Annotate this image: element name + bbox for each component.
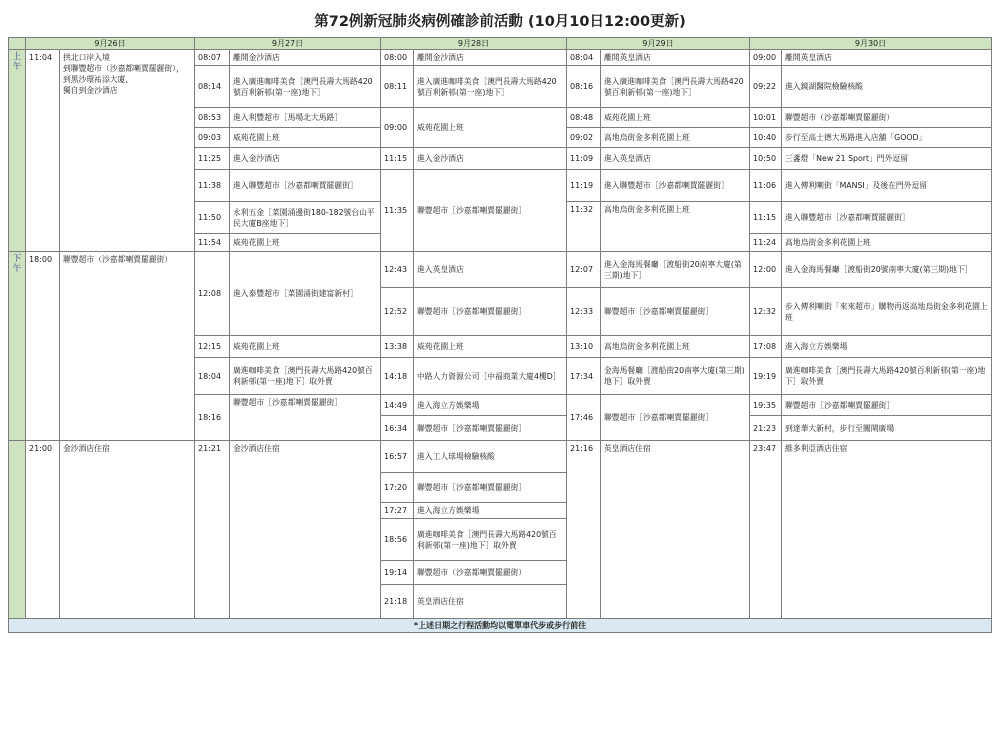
time-cell: 08:11	[381, 66, 414, 108]
time-cell: 08:16	[567, 66, 601, 108]
time-cell: 08:07	[195, 50, 230, 66]
time-cell: 14:18	[381, 358, 414, 395]
time-cell: 09:00	[750, 50, 782, 66]
time-cell: 18:16	[195, 395, 230, 441]
event-cell: 進入金沙酒店	[230, 148, 381, 170]
event-cell: 聯豐超市［沙嘉都喇賈罷麗街］	[601, 395, 750, 441]
time-cell: 08:53	[195, 108, 230, 128]
time-cell: 17:46	[567, 395, 601, 441]
date-header: 9月28日	[381, 38, 567, 50]
time-cell: 13:38	[381, 336, 414, 358]
time-cell: 11:25	[195, 148, 230, 170]
event-cell: 高地烏街金多利花園上班	[601, 202, 750, 252]
time-cell: 12:32	[750, 288, 782, 336]
date-header-row	[9, 38, 992, 50]
time-cell: 12:52	[381, 288, 414, 336]
time-cell: 19:35	[750, 395, 782, 416]
schedule-wrapper	[8, 37, 991, 633]
event-cell: 維多利亞酒店住宿	[782, 441, 992, 619]
time-cell: 08:14	[195, 66, 230, 108]
event-cell: 聯豐超市［沙嘉都喇賈罷麗街］	[230, 395, 381, 441]
event-cell: 金沙酒店住宿	[230, 441, 381, 619]
event-cell: 離開金沙酒店	[414, 50, 567, 66]
event-cell: 威苑花園上班	[230, 128, 381, 148]
time-cell: 19:19	[750, 358, 782, 395]
time-cell: 17:27	[381, 503, 414, 519]
event-cell: 步入傳利喇街「來來超市」購物再返高地烏街金多利花園上班	[782, 288, 992, 336]
event-cell: 進入英皇酒店	[414, 252, 567, 288]
event-cell: 離開英皇酒店	[601, 50, 750, 66]
time-cell: 11:04	[26, 50, 60, 252]
am-label: 上午	[9, 50, 26, 252]
event-cell: 離開金沙酒店	[230, 50, 381, 66]
event-cell: 金海馬餐廳［渡船街20南寧大廈(第三期)地下］取外賣	[601, 358, 750, 395]
time-cell: 14:49	[381, 395, 414, 416]
event-cell: 聯豐超市（沙嘉都喇賈罷麗街）	[782, 108, 992, 128]
time-cell: 11:15	[750, 202, 782, 234]
time-cell: 11:50	[195, 202, 230, 234]
time-cell: 12:07	[567, 252, 601, 288]
date-header: 9月29日	[567, 38, 750, 50]
event-cell: 金沙酒店住宿	[60, 441, 195, 619]
event-cell: 到達華大新村，步行至關閘廣場	[782, 416, 992, 441]
event-cell: 進入金海馬餐廳［渡船街20南寧大廈(第三期)地下］	[601, 252, 750, 288]
time-cell: 08:00	[381, 50, 414, 66]
event-cell: 威苑花園上班	[230, 336, 381, 358]
event-cell: 進入工人球場檢驗核酸	[414, 441, 567, 473]
time-cell: 08:48	[567, 108, 601, 128]
time-cell: 21:18	[381, 585, 414, 619]
event-cell: 進入廣進咖啡美食［澳門長壽大馬路420號百利新邨(第一座)地下］	[414, 66, 567, 108]
event-cell: 威苑花園上班	[230, 234, 381, 252]
event-cell: 聯豐超市［沙嘉都喇賈罷麗街］	[414, 170, 567, 252]
time-cell: 10:01	[750, 108, 782, 128]
time-cell: 21:00	[26, 441, 60, 619]
activity-table	[8, 37, 992, 633]
time-cell: 12:08	[195, 252, 230, 336]
event-cell: 威苑花園上班	[414, 108, 567, 148]
event-cell: 高地烏街金多利花園上班	[782, 234, 992, 252]
event-cell: 進入英皇酒店	[601, 148, 750, 170]
time-cell: 21:23	[750, 416, 782, 441]
event-cell: 聯豐超市（沙嘉都喇賈罷麗街）	[414, 561, 567, 585]
table-row	[9, 50, 992, 66]
date-header: 9月26日	[26, 38, 195, 50]
time-cell: 16:34	[381, 416, 414, 441]
time-cell: 12:00	[750, 252, 782, 288]
time-cell: 16:57	[381, 441, 414, 473]
event-cell: 聯豐超市［沙嘉都喇賈罷麗街］	[601, 288, 750, 336]
event-cell: 步行至高士德大馬路進入店舖「GOOD」	[782, 128, 992, 148]
page-title: 第72例新冠肺炎病例確診前活動 (10月10日12:00更新)	[314, 14, 686, 30]
event-cell: 進入海立方娛樂場	[782, 336, 992, 358]
date-header: 9月30日	[750, 38, 992, 50]
night-label-cell	[9, 441, 26, 619]
footnote-row	[9, 619, 992, 633]
event-cell: 拱北口岸入境 到聯豐超市（沙嘉都喇賈罷麗街）， 到黑沙環祐添大廈， 獨自到金沙酒店	[60, 50, 195, 252]
event-cell: 進入利豐超市［馬場北大馬路］	[230, 108, 381, 128]
event-cell: 進入聯豐超市［沙嘉都喇賈罷麗街］	[782, 202, 992, 234]
time-cell: 17:20	[381, 473, 414, 503]
event-cell: 聯豐超市（沙嘉都喇賈罷麗街）	[60, 252, 195, 441]
time-cell: 18:56	[381, 519, 414, 561]
event-cell: 聯豐超市［沙嘉都喇賈罷麗街］	[414, 416, 567, 441]
time-cell: 17:34	[567, 358, 601, 395]
table-row	[9, 441, 992, 473]
date-header: 9月27日	[195, 38, 381, 50]
time-cell: 17:08	[750, 336, 782, 358]
time-cell: 21:21	[195, 441, 230, 619]
time-cell: 12:43	[381, 252, 414, 288]
time-cell: 11:35	[381, 170, 414, 252]
time-cell: 18:04	[195, 358, 230, 395]
event-cell: 聯豐超市［沙嘉都喇賈罷麗街］	[414, 288, 567, 336]
event-cell: 威苑花園上班	[601, 108, 750, 128]
event-cell: 進入海立方娛樂場	[414, 395, 567, 416]
time-cell: 11:54	[195, 234, 230, 252]
event-cell: 高地烏街金多利花園上班	[601, 336, 750, 358]
time-cell: 21:16	[567, 441, 601, 619]
event-cell: 進入聯豐超市［沙嘉都喇賈罷麗街］	[601, 170, 750, 202]
event-cell: 廣進咖啡美食［澳門長壽大馬路420號百利新邨(第一座)地下］取外賣	[782, 358, 992, 395]
time-cell: 11:19	[567, 170, 601, 202]
time-cell: 13:10	[567, 336, 601, 358]
time-cell: 11:15	[381, 148, 414, 170]
event-cell: 進入金沙酒店	[414, 148, 567, 170]
time-cell: 23:47	[750, 441, 782, 619]
footnote: *上述日期之行程活動均以電單車代步或步行前往	[9, 619, 992, 633]
event-cell: 廣進咖啡美食［澳門長壽大馬路420號百利新邨(第一座)地下］取外賣	[414, 519, 567, 561]
event-cell: 永利五金［菜園涌邊街180-182號台山平民大廈B座地下］	[230, 202, 381, 234]
time-cell: 18:00	[26, 252, 60, 441]
time-cell: 12:15	[195, 336, 230, 358]
event-cell: 威苑花園上班	[414, 336, 567, 358]
time-cell: 10:50	[750, 148, 782, 170]
time-cell: 10:40	[750, 128, 782, 148]
time-cell: 09:00	[381, 108, 414, 148]
event-cell: 聯豐超市［沙嘉都喇賈罷麗街］	[782, 395, 992, 416]
event-cell: 中路人力資源公司［中福商業大廈4樓D］	[414, 358, 567, 395]
event-cell: 進入金海馬餐廳［渡船街20號南寧大廈(第三期)地下］	[782, 252, 992, 288]
event-cell: 離開英皇酒店	[782, 50, 992, 66]
time-cell: 08:04	[567, 50, 601, 66]
pm-label: 下午	[9, 252, 26, 441]
time-cell: 11:32	[567, 202, 601, 252]
time-cell: 09:22	[750, 66, 782, 108]
event-cell: 進入泰豐超市［菜園涌街建富新村］	[230, 252, 381, 336]
time-cell: 11:24	[750, 234, 782, 252]
event-cell: 進入廣進咖啡美食［澳門長壽大馬路420號百利新邨(第一座)地下］	[230, 66, 381, 108]
time-cell: 12:33	[567, 288, 601, 336]
event-cell: 英皇酒店住宿	[601, 441, 750, 619]
event-cell: 進入傳利喇街「MANSI」及後在門外逗留	[782, 170, 992, 202]
event-cell: 進入廣進咖啡美食［澳門長壽大馬路420號百利新邨(第一座)地下］	[601, 66, 750, 108]
event-cell: 進入鏡湖醫院檢驗核酸	[782, 66, 992, 108]
event-cell: 進入聯豐超市［沙嘉都喇賈罷麗街］	[230, 170, 381, 202]
time-cell: 09:03	[195, 128, 230, 148]
time-cell: 09:02	[567, 128, 601, 148]
time-cell: 11:38	[195, 170, 230, 202]
time-cell: 11:06	[750, 170, 782, 202]
event-cell: 三盞燈「New 21 Sport」門外逗留	[782, 148, 992, 170]
table-row	[9, 252, 992, 288]
time-cell: 19:14	[381, 561, 414, 585]
event-cell: 英皇酒店住宿	[414, 585, 567, 619]
header-corner	[9, 38, 26, 50]
time-cell: 11:09	[567, 148, 601, 170]
event-cell: 進入海立方娛樂場	[414, 503, 567, 519]
event-cell: 高地烏街金多利花園上班	[601, 128, 750, 148]
event-cell: 聯豐超市［沙嘉都喇賈罷麗街］	[414, 473, 567, 503]
event-cell: 廣進咖啡美食［澳門長壽大馬路420號百利新邨(第一座)地下］取外賣	[230, 358, 381, 395]
